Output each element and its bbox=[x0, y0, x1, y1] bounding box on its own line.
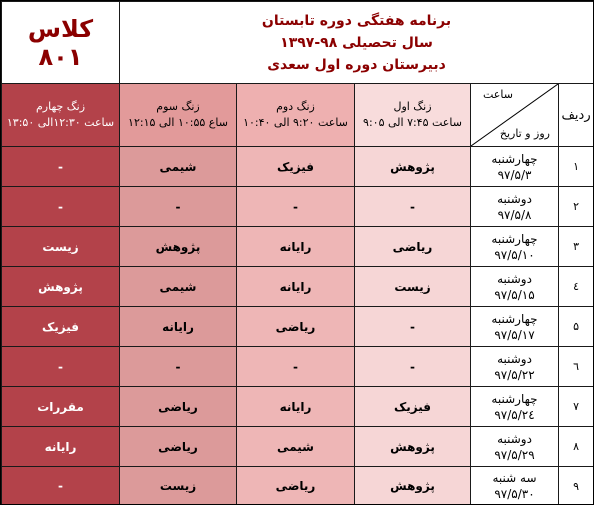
date-value: ۹۷/۵/۲۲ bbox=[494, 367, 535, 382]
bell2-header bbox=[237, 84, 355, 147]
class-label: کلاس ۸۰۱ bbox=[2, 2, 120, 84]
cell-day-date bbox=[471, 187, 559, 227]
title-line-2: سال تحصیلی ۹۸-۱۳۹۷ bbox=[280, 34, 433, 51]
cell-bell1: ریاضی bbox=[355, 227, 471, 267]
cell-day-date bbox=[471, 427, 559, 467]
date-value: ۹۷/۵/۱۰ bbox=[494, 247, 535, 262]
cell-bell2: ریاضی bbox=[237, 307, 355, 347]
cell-bell1: پژوهش bbox=[355, 467, 471, 505]
bell1-header bbox=[355, 84, 471, 147]
bell2-title: زنگ دوم bbox=[276, 100, 315, 113]
cell-day-date bbox=[471, 227, 559, 267]
cell-bell1: - bbox=[355, 307, 471, 347]
cell-row-number: ۵ bbox=[559, 307, 594, 347]
cell-day-date bbox=[471, 347, 559, 387]
row-number-header: ردیف bbox=[559, 84, 594, 147]
cell-row-number: ۲ bbox=[559, 187, 594, 227]
cell-row-number: ٤ bbox=[559, 267, 594, 307]
cell-bell3: پژوهش bbox=[120, 227, 237, 267]
date-value: ۹۷/۵/۱۵ bbox=[494, 287, 535, 302]
table-row bbox=[2, 467, 594, 505]
cell-bell4: فیزیک bbox=[2, 307, 120, 347]
cell-bell4: - bbox=[2, 347, 120, 387]
cell-bell3: ریاضی bbox=[120, 427, 237, 467]
day-name: دوشنبه bbox=[497, 271, 532, 286]
table-row bbox=[2, 307, 594, 347]
day-name: چهارشنبه bbox=[491, 391, 538, 406]
cell-bell4: پژوهش bbox=[2, 267, 120, 307]
date-value: ۹۷/۵/۳ bbox=[497, 167, 532, 182]
cell-bell4: - bbox=[2, 147, 120, 187]
date-value: ۹۷/۵/۲۹ bbox=[494, 447, 535, 462]
cell-day-date bbox=[471, 467, 559, 505]
cell-bell2: رایانه bbox=[237, 267, 355, 307]
cell-bell3: شیمی bbox=[120, 147, 237, 187]
table-row bbox=[2, 347, 594, 387]
cell-bell1: - bbox=[355, 347, 471, 387]
cell-bell2: ریاضی bbox=[237, 467, 355, 505]
date-value: ۹۷/۵/۳۰ bbox=[494, 487, 535, 501]
table-row bbox=[2, 267, 594, 307]
table-row bbox=[2, 187, 594, 227]
cell-bell1: فیزیک bbox=[355, 387, 471, 427]
cell-bell2: فیزیک bbox=[237, 147, 355, 187]
bell3-title: زنگ سوم bbox=[156, 100, 200, 113]
bell1-time: ساعت ۷:۴۵ الی ۹:۰۵ bbox=[363, 116, 462, 129]
cell-bell4: رایانه bbox=[2, 427, 120, 467]
cell-bell1: پژوهش bbox=[355, 427, 471, 467]
cell-row-number: ۸ bbox=[559, 427, 594, 467]
cell-bell1: پژوهش bbox=[355, 147, 471, 187]
bell4-title: زنگ چهارم bbox=[35, 100, 86, 113]
cell-row-number: ٦ bbox=[559, 347, 594, 387]
cell-bell1: زیست bbox=[355, 267, 471, 307]
cell-bell1: - bbox=[355, 187, 471, 227]
cell-bell3: زیست bbox=[120, 467, 237, 505]
day-date-label: روز و تاریخ bbox=[499, 127, 550, 140]
cell-bell4: مقررات bbox=[2, 387, 120, 427]
schedule-title bbox=[120, 2, 594, 84]
cell-row-number: ۹ bbox=[559, 467, 594, 505]
cell-day-date bbox=[471, 387, 559, 427]
day-name: چهارشنبه bbox=[491, 311, 538, 326]
cell-day-date bbox=[471, 267, 559, 307]
cell-row-number: ۳ bbox=[559, 227, 594, 267]
cell-bell4: - bbox=[2, 187, 120, 227]
cell-bell2: - bbox=[237, 187, 355, 227]
cell-bell3: شیمی bbox=[120, 267, 237, 307]
bell3-header bbox=[120, 84, 237, 147]
cell-row-number: ۷ bbox=[559, 387, 594, 427]
cell-bell3: ریاضی bbox=[120, 387, 237, 427]
cell-bell4: - bbox=[2, 467, 120, 505]
day-name: چهارشنبه bbox=[491, 231, 538, 246]
date-value: ۹۷/۵/۲٤ bbox=[494, 407, 535, 422]
time-label: ساعت bbox=[483, 88, 513, 101]
day-name: چهارشنبه bbox=[491, 151, 538, 166]
date-time-header bbox=[471, 84, 559, 147]
cell-bell2: رایانه bbox=[237, 227, 355, 267]
cell-bell2: شیمی bbox=[237, 427, 355, 467]
cell-day-date bbox=[471, 147, 559, 187]
table-row bbox=[2, 387, 594, 427]
day-name: دوشنبه bbox=[497, 191, 532, 206]
cell-bell3: - bbox=[120, 347, 237, 387]
bell3-time: ساع ۱۰:۵۵ الی ۱۲:۱۵ bbox=[128, 116, 228, 129]
bell4-header bbox=[2, 84, 120, 147]
day-name: دوشنبه bbox=[497, 431, 532, 446]
day-name: سه شنبه bbox=[492, 471, 537, 485]
day-name: دوشنبه bbox=[497, 351, 532, 366]
cell-bell4: زیست bbox=[2, 227, 120, 267]
cell-bell3: - bbox=[120, 187, 237, 227]
cell-bell3: رایانه bbox=[120, 307, 237, 347]
schedule-table bbox=[1, 1, 594, 505]
bell1-title: زنگ اول bbox=[393, 100, 432, 113]
date-value: ۹۷/۵/۱۷ bbox=[494, 327, 535, 342]
cell-bell2: - bbox=[237, 347, 355, 387]
cell-row-number: ۱ bbox=[559, 147, 594, 187]
bell4-time: ساعت ۱۲:۳۰الی ۱۳:۵۰ bbox=[6, 116, 115, 129]
table-row bbox=[2, 147, 594, 187]
table-row bbox=[2, 227, 594, 267]
date-value: ۹۷/۵/۸ bbox=[497, 207, 532, 222]
title-line-1: برنامه هفتگی دوره تابستان bbox=[261, 12, 452, 29]
table-row bbox=[2, 427, 594, 467]
cell-bell2: رایانه bbox=[237, 387, 355, 427]
bell2-time: ساعت ۹:۲۰ الی ۱۰:۴۰ bbox=[243, 116, 348, 129]
cell-day-date bbox=[471, 307, 559, 347]
title-line-3: دبیرستان دوره اول سعدی bbox=[267, 56, 446, 73]
